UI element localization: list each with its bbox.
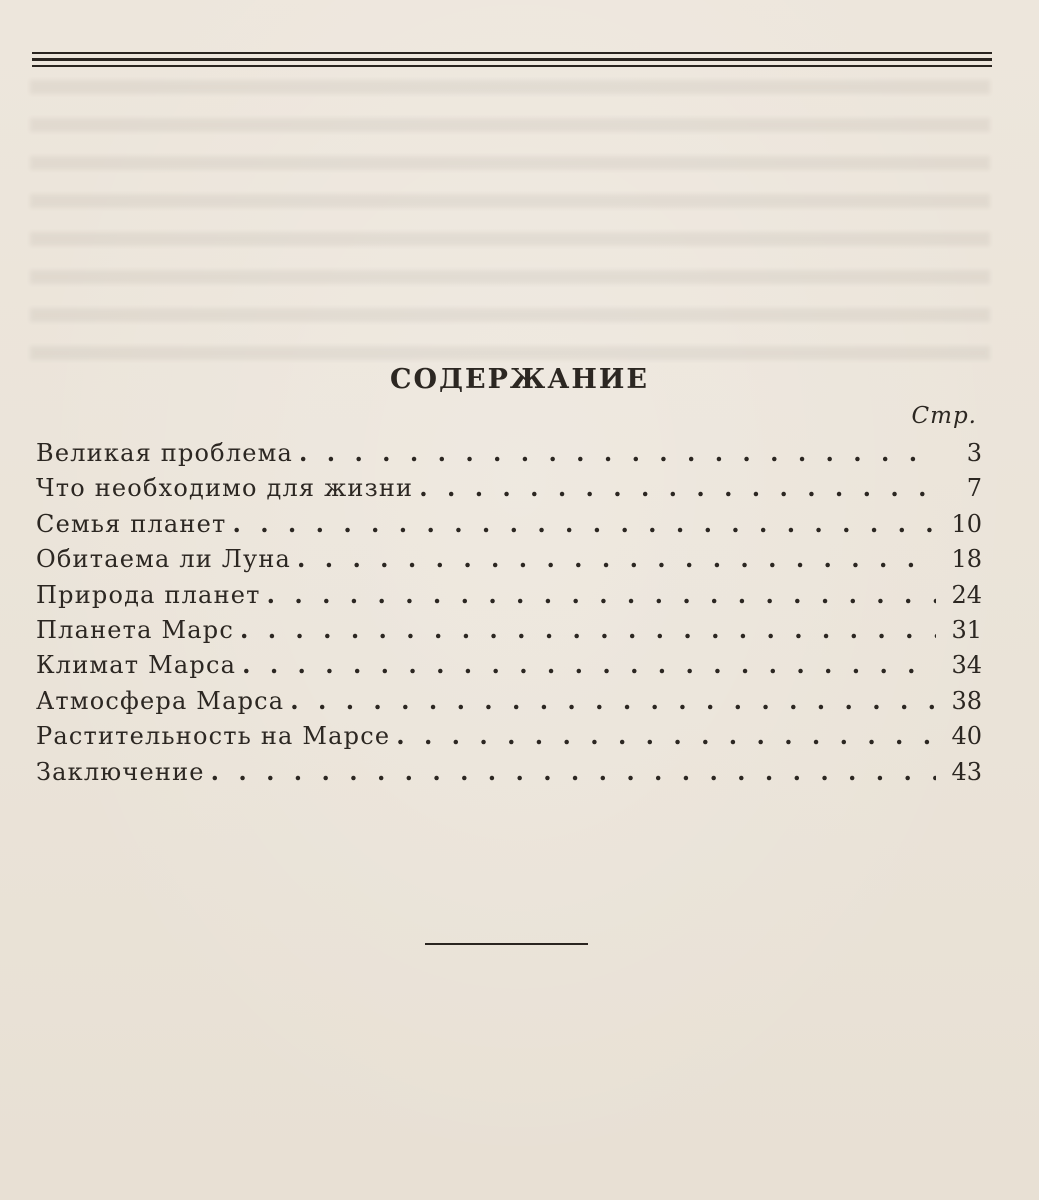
dot-leader	[299, 438, 936, 467]
toc-entry-page: 34	[951, 651, 982, 680]
toc-entry	[36, 473, 982, 508]
toc-entry-title: Семья планет	[36, 509, 227, 538]
toc-entry	[36, 509, 982, 544]
toc-entry	[36, 757, 982, 792]
dot-leader	[290, 686, 936, 715]
toc-entry	[36, 686, 982, 721]
dot-leader	[267, 580, 936, 609]
toc-entry	[36, 438, 982, 473]
toc-entry	[36, 650, 982, 685]
end-rule	[425, 943, 588, 945]
toc-entry-title: Заключение	[36, 757, 205, 786]
page-column-label: Стр.	[911, 403, 977, 429]
toc-entry-title: Что необходимо для жизни	[36, 474, 414, 503]
show-through-text	[30, 80, 990, 370]
contents-heading: СОДЕРЖАНИЕ	[390, 364, 649, 395]
toc-entry-title: Планета Марс	[36, 615, 234, 644]
dot-leader	[233, 509, 937, 538]
dot-leader	[297, 544, 936, 573]
toc-entry	[36, 580, 982, 615]
toc-entry	[36, 544, 982, 579]
dot-leader	[211, 757, 936, 786]
toc-entry-page: 18	[951, 545, 982, 574]
top-ornamental-rule	[32, 50, 992, 74]
toc-entry-title: Обитаема ли Луна	[36, 545, 292, 574]
table-of-contents	[36, 438, 982, 792]
toc-entry-title: Атмосфера Марса	[36, 686, 285, 715]
toc-entry-title: Природа планет	[36, 580, 261, 609]
toc-entry-page: 24	[951, 580, 982, 609]
toc-entry-page: 43	[951, 757, 982, 786]
toc-entry-page: 10	[951, 509, 982, 538]
dot-leader	[240, 615, 936, 644]
toc-entry	[36, 615, 982, 650]
toc-entry-title: Климат Марса	[36, 651, 237, 680]
toc-entry-title: Великая проблема	[36, 439, 294, 467]
toc-entry-page: 40	[951, 722, 982, 751]
toc-entry-page: 31	[951, 615, 982, 644]
toc-entry	[36, 721, 982, 756]
toc-entry-page: 7	[966, 474, 982, 503]
dot-leader	[242, 650, 936, 679]
toc-entry-page: 38	[951, 686, 982, 715]
toc-entry-title: Растительность на Марсе	[36, 722, 391, 751]
dot-leader	[419, 473, 936, 502]
toc-entry-page: 3	[966, 439, 982, 467]
dot-leader	[396, 721, 936, 750]
